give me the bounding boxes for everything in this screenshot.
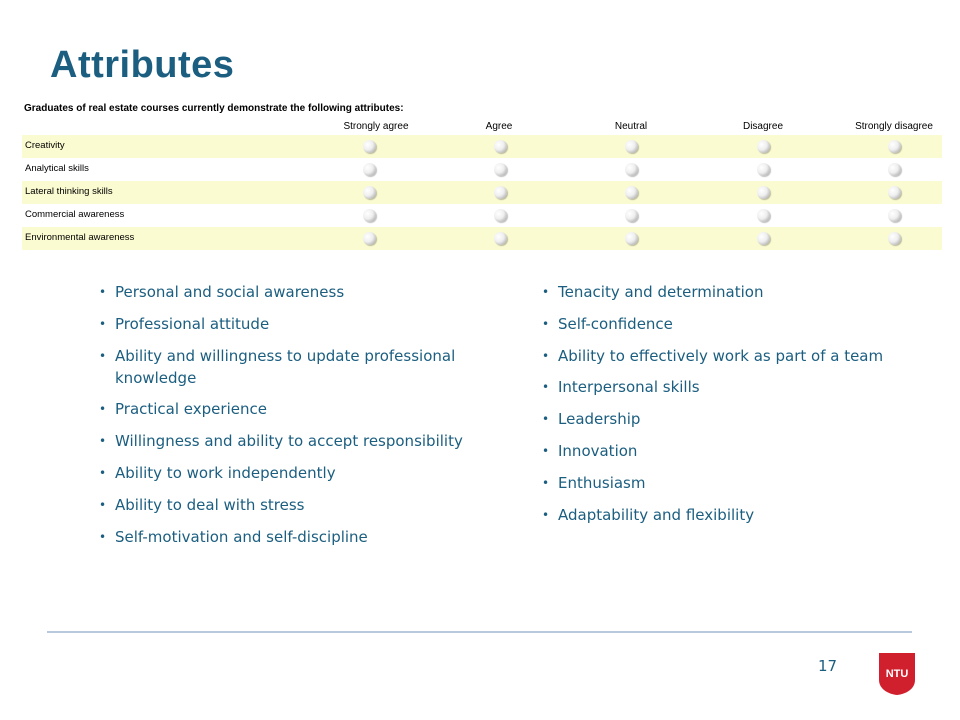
radio-button[interactable]: [888, 209, 901, 222]
radio-button[interactable]: [757, 163, 770, 176]
radio-button[interactable]: [625, 163, 638, 176]
list-item: • Ability to deal with stress: [97, 494, 507, 516]
radio-button[interactable]: [888, 232, 901, 245]
radio-button[interactable]: [757, 186, 770, 199]
row-label: Creativity: [25, 140, 65, 151]
list-item: • Self-motivation and self-discipline: [97, 526, 507, 548]
radio-button[interactable]: [888, 140, 901, 153]
survey-row-creativity: [22, 135, 942, 158]
survey-row-environmental-awareness: [22, 227, 942, 250]
list-item: • Innovation: [540, 440, 940, 462]
radio-button[interactable]: [757, 140, 770, 153]
radio-button[interactable]: [494, 232, 507, 245]
radio-button[interactable]: [494, 163, 507, 176]
radio-button[interactable]: [363, 186, 376, 199]
radio-button[interactable]: [888, 163, 901, 176]
radio-button[interactable]: [363, 209, 376, 222]
radio-button[interactable]: [363, 232, 376, 245]
column-header-agree: Agree: [485, 121, 513, 132]
row-label: Lateral thinking skills: [25, 186, 113, 197]
radio-button[interactable]: [625, 186, 638, 199]
slide-title: Attributes: [50, 44, 235, 86]
list-item: • Personal and social awareness: [97, 281, 507, 303]
left-bullet-list: [97, 281, 507, 557]
column-header-strongly-disagree: Strongly disagree: [855, 121, 933, 132]
column-header-strongly-agree: Strongly agree: [343, 121, 409, 132]
radio-button[interactable]: [363, 140, 376, 153]
list-item: • Professional attitude: [97, 313, 507, 335]
ntu-logo: [878, 652, 916, 696]
radio-button[interactable]: [625, 209, 638, 222]
list-item: • Practical experience: [97, 398, 507, 420]
list-item: • Leadership: [540, 408, 940, 430]
radio-button[interactable]: [363, 163, 376, 176]
list-item: • Ability and willingness to update professional knowledge: [97, 345, 507, 389]
list-item: • Enthusiasm: [540, 472, 940, 494]
logo-text: NTU: [885, 668, 909, 680]
list-item: • Willingness and ability to accept responsibility: [97, 430, 507, 452]
survey-row-lateral-thinking: [22, 181, 942, 204]
radio-button[interactable]: [888, 186, 901, 199]
list-item: • Ability to work independently: [97, 462, 507, 484]
column-header-neutral: Neutral: [614, 121, 648, 132]
radio-button[interactable]: [757, 232, 770, 245]
row-label: Environmental awareness: [25, 232, 135, 243]
list-item: • Ability to effectively work as part of a team: [540, 345, 940, 367]
radio-button[interactable]: [494, 186, 507, 199]
list-item: • Tenacity and determination: [540, 281, 940, 303]
right-bullet-list: [540, 281, 940, 535]
radio-button[interactable]: [494, 209, 507, 222]
radio-button[interactable]: [494, 140, 507, 153]
list-item: • Adaptability and flexibility: [540, 504, 940, 526]
radio-button[interactable]: [625, 232, 638, 245]
list-item: • Interpersonal skills: [540, 376, 940, 398]
list-item: • Self-confidence: [540, 313, 940, 335]
survey-row-commercial-awareness: [22, 204, 942, 227]
survey-header-row: [22, 118, 942, 135]
row-label: Commercial awareness: [25, 209, 125, 220]
survey-row-analytical-skills: [22, 158, 942, 181]
radio-button[interactable]: [625, 140, 638, 153]
radio-button[interactable]: [757, 209, 770, 222]
row-label: Analytical skills: [25, 163, 89, 174]
page-number: 17: [818, 657, 838, 675]
survey-table: [22, 100, 942, 250]
survey-question: Graduates of real estate courses currently demonstrate the following attributes:: [24, 103, 404, 114]
column-header-disagree: Disagree: [742, 121, 784, 132]
footer-divider: [47, 631, 912, 633]
